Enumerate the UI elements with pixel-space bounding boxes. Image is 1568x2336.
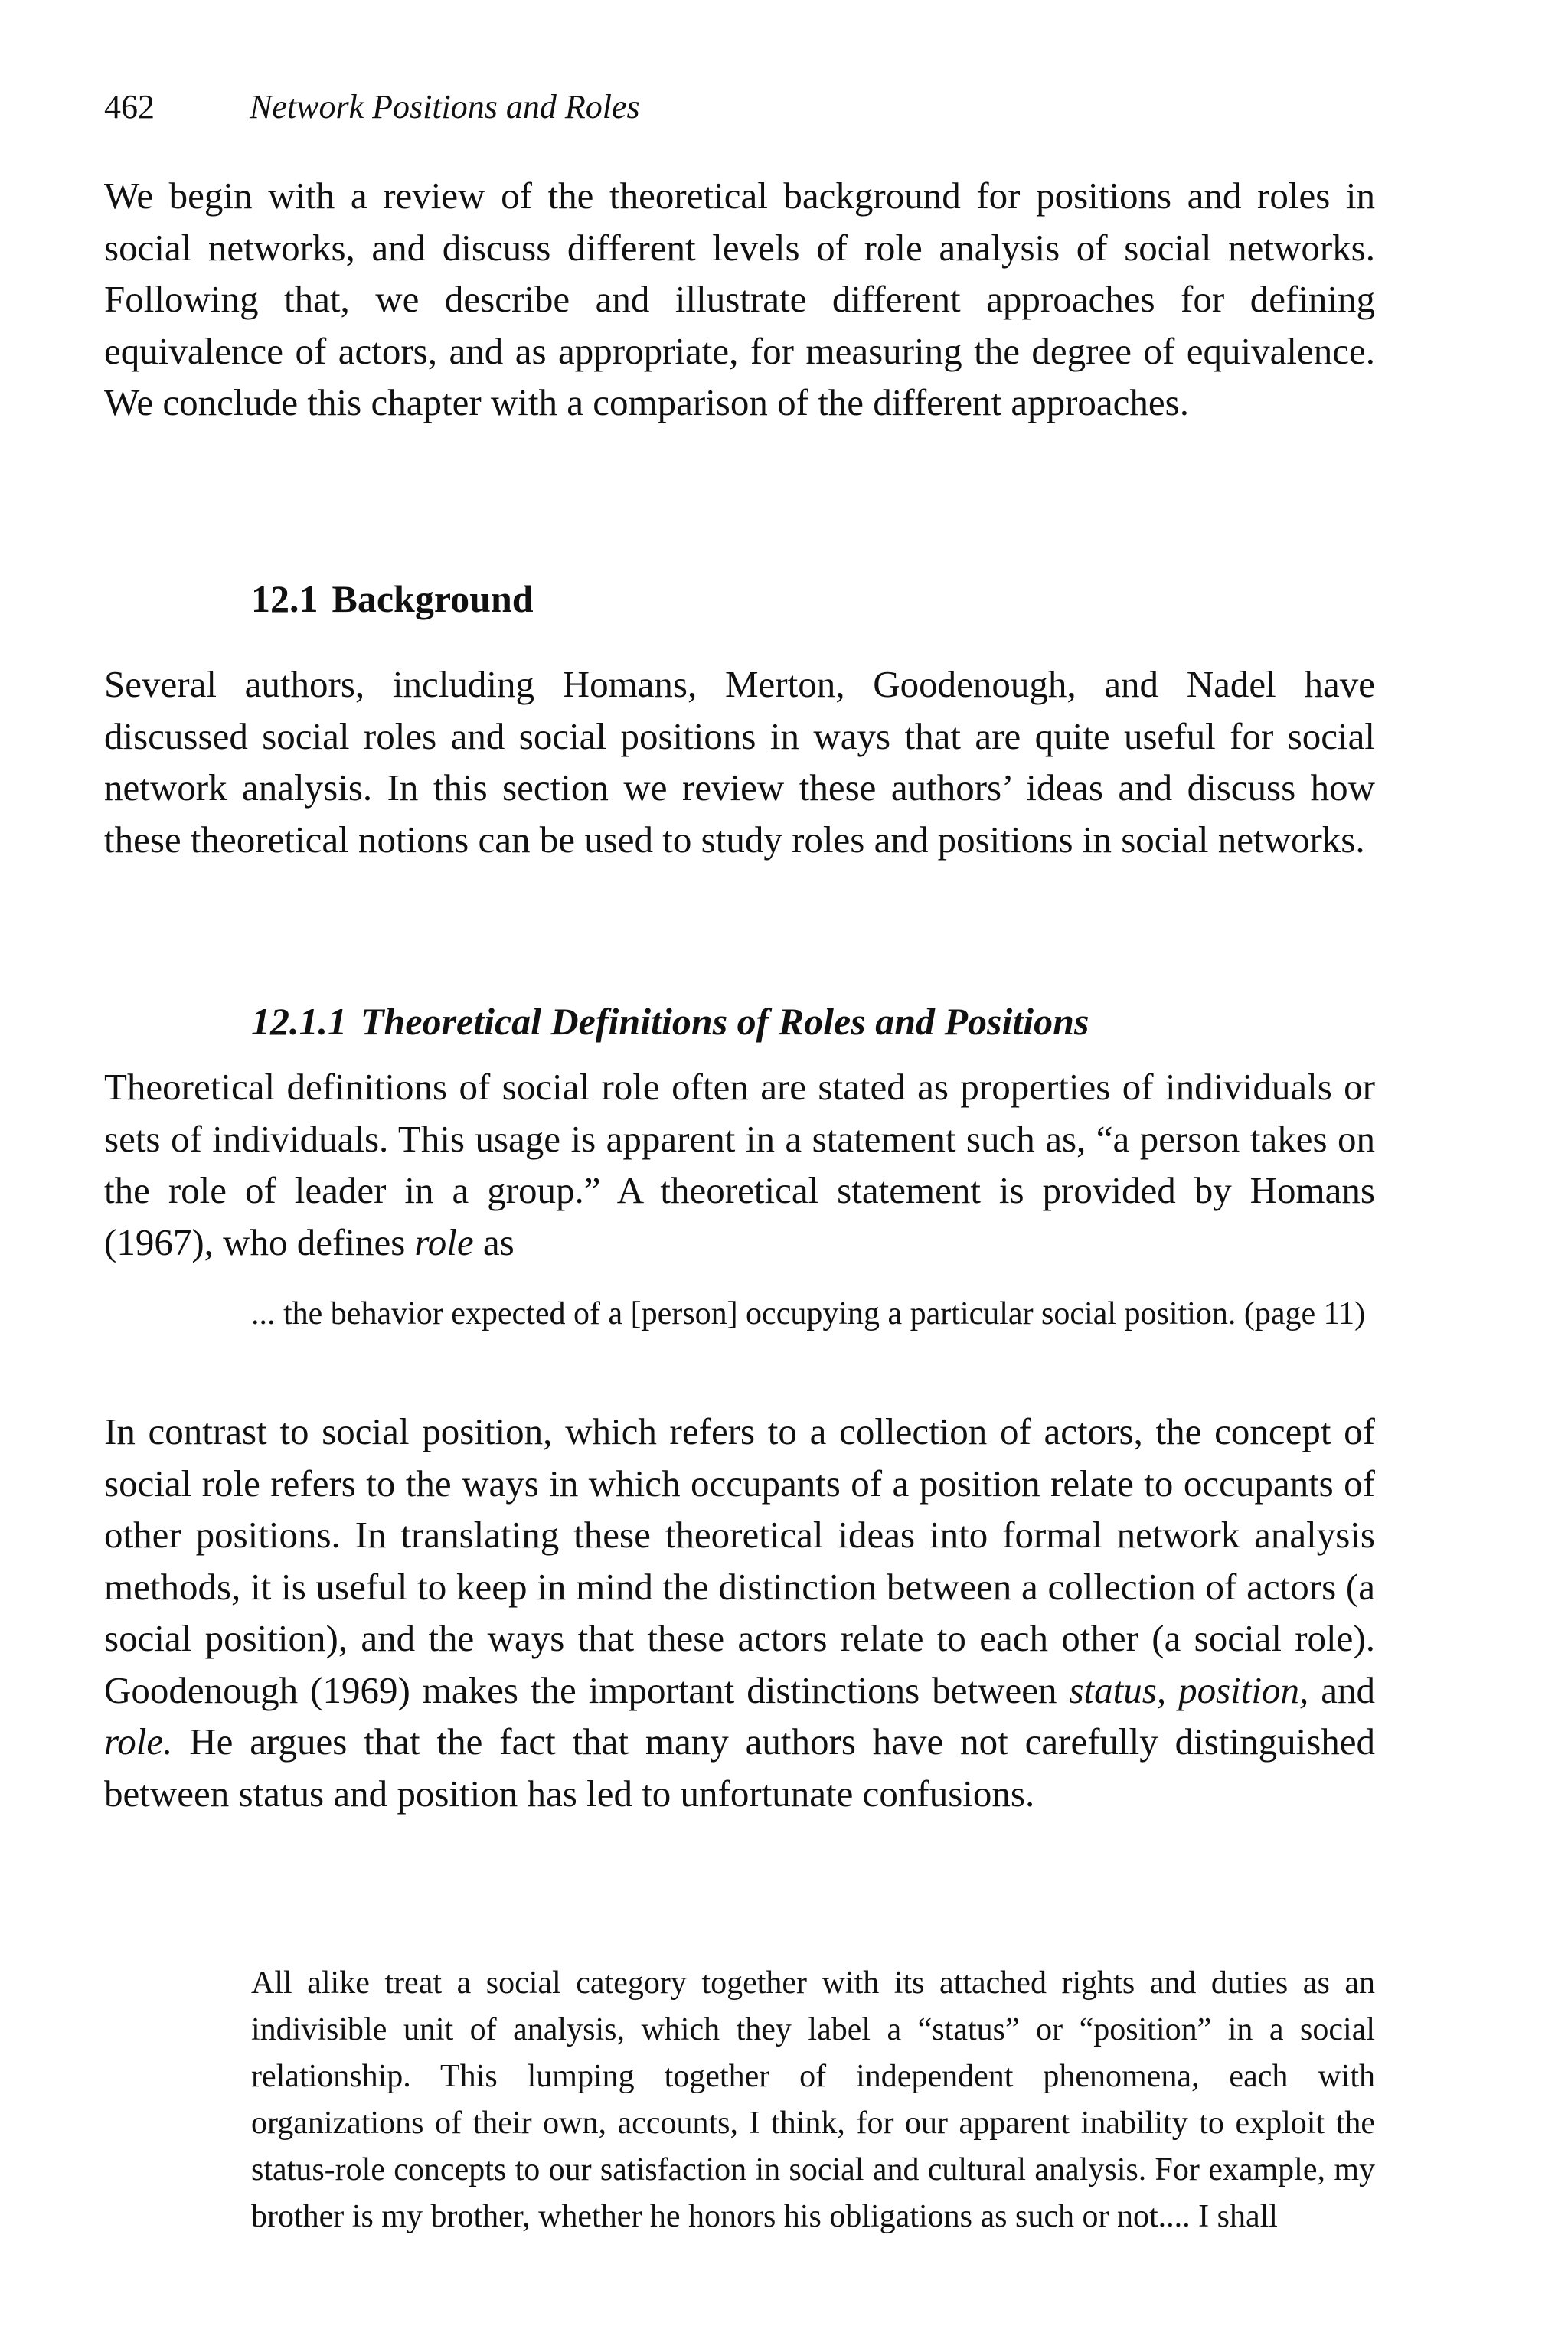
section-title: Background: [332, 577, 534, 620]
page-number: 462: [104, 88, 155, 126]
background-paragraph: Several authors, including Homans, Merton, Goodenough, and Nadel have discussed social roles and social positions in ways that are quite useful for social network analysis. In this section we review these authors’ ideas and discuss how these theoretical notions can be used to study roles and positions in social networks.: [104, 663, 1375, 861]
running-title: Network Positions and Roles: [250, 88, 640, 126]
homans-quote: ... the behavior expected of a [person] occupying a particular social position. (page 11): [251, 1296, 1366, 1331]
definitions-text-end: as: [482, 1220, 514, 1263]
contrast-text-1: In contrast to social position, which refers to a collection of actors, the concept of social role refers to the ways in which occupants of a position relate to occupants of other positions. In translating these theoretical ideas into formal network analysis methods, it is useful to keep in mind the distinction between a collection of actors (a social position), and the ways that these actors relate to each other (a social role). Goodenough (1969) makes the important distinctions between: [104, 1410, 1375, 1711]
subsection-heading: [251, 995, 1089, 1047]
definitions-text: Theoretical definitions of social role often are stated as properties of individuals or sets of individuals. This usage is apparent in a statement such as, “a person takes on the role of leader in a group.” A theoretical statement is provided by Homans (1967), who defines: [104, 1066, 1375, 1263]
definitions-paragraph: [104, 1061, 1375, 1268]
contrast-text-2: He argues that the fact that many authors have not carefully distinguished between status and position has led to unfortunate confusions.: [104, 1720, 1376, 1815]
subsection-number: 12.1.1: [251, 1000, 347, 1043]
term-status: status,: [1069, 1668, 1167, 1711]
term-role-homans: role: [414, 1220, 474, 1263]
section-heading: [251, 573, 534, 625]
contrast-paragraph: [104, 1406, 1375, 1819]
term-role: role.: [104, 1720, 173, 1763]
intro-paragraph: We begin with a review of the theoretical background for positions and roles in social networks, and discuss different levels of role analysis of social networks. Following that, we describe and illustrate different approaches for defining equivalence of actors, and as appropriate, for measuring the degree of equivalence. We conclude this chapter with a comparison of the different approaches.: [104, 175, 1375, 423]
goodenough-quote: All alike treat a social category together with its attached rights and duties as an indivisible unit of analysis, which they label a “status” or “position” in a social relationship. This lumping together of independent phenomena, each with organizations of their own, accounts, I think, for our apparent inability to exploit the status-role concepts to our satisfaction in social and cultural analysis. For example, my brother is my brother, whether he honors his obligations as such or not.... I shall: [251, 1965, 1375, 2234]
section-number: 12.1: [251, 577, 318, 620]
subsection-title: Theoretical Definitions of Roles and Positions: [361, 1000, 1089, 1043]
term-position: position,: [1178, 1668, 1309, 1711]
contrast-and: and: [1321, 1668, 1376, 1711]
running-head: [104, 86, 640, 129]
